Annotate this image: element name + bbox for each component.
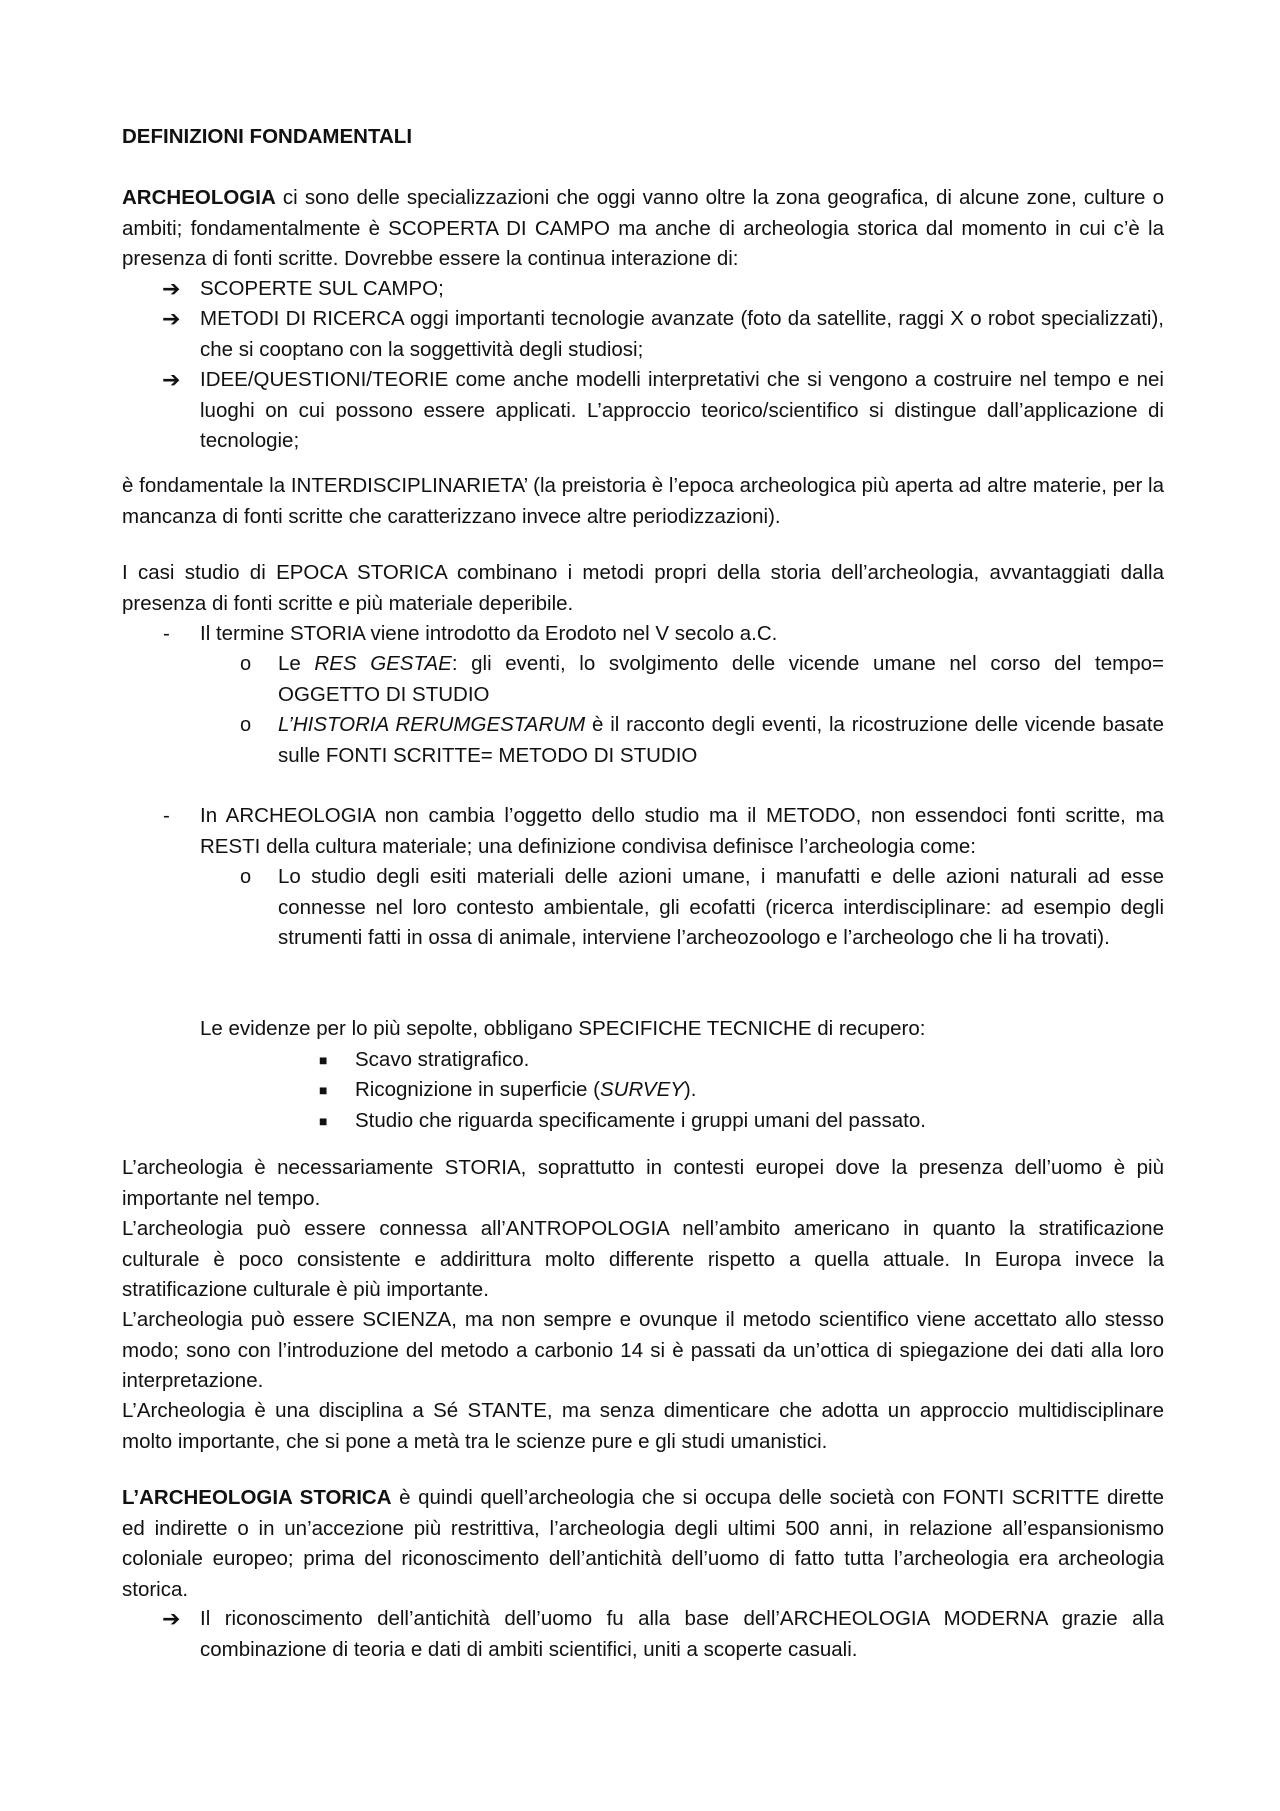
circle-item-text-suffix: : gli eventi, lo svolgimento delle vicende umane nel corso del tempo= OGGETTO DI STUDIO [278, 652, 1164, 706]
arrow-item-text: Il riconoscimento dell’antichità dell’uomo fu alla base dell’ARCHEOLOGIA MODERNA grazie alla combinazione di teoria e dati di ambiti scientifici, uniti a scoperte casuali. [200, 1607, 1164, 1661]
paragraph-epoca-storica: I casi studio di EPOCA STORICA combinano i metodi propri della storia dell’archeologia, avvantaggiati dalla presenza di fonti scritte e più materiale deperibile. [122, 561, 1164, 615]
square-bullet-icon: ■ [319, 1113, 328, 1129]
paragraph-archeologia-text: ci sono delle specializzazioni che oggi vanno oltre la zona geografica, di alcune zone, culture o ambiti; fondamentalmente è SCOPERTA DI CAMPO ma anche di archeologia storica dal momento in cui c’è la presenza di fonti scritte. Dovrebbe essere la continua interazione di: [122, 186, 1164, 270]
historia-rerum-gestarum-term: L’HISTORIA RERUMGESTARUM [278, 713, 586, 736]
paragraph-evidenze: Le evidenze per lo più sepolte, obbligano SPECIFICHE TECNICHE di recupero: [200, 1017, 926, 1040]
paragraph-interdisciplinarieta: è fondamentale la INTERDISCIPLINARIETA’ (la preistoria è l’epoca archeologica più aperta ad altre materie, per la mancanza di fonti scritte che caratterizzano invece altre periodizzazioni). [122, 474, 1164, 528]
paragraph-se-stante: L’Archeologia è una disciplina a Sé STANTE, ma senza dimenticare che adotta un approccio multidisciplinare molto importante, che si pone a metà tra le scienze pure e gli studi umanistici. [122, 1399, 1164, 1453]
arrow-item-text: IDEE/QUESTIONI/TEORIE come anche modelli interpretativi che si vengono a costruire nel tempo e nei luoghi on cui possono essere applicati. L’approccio teorico/scientifico si distingue dall’applicazione di tecnologie; [200, 368, 1164, 452]
square-item-text-suffix: ). [683, 1078, 697, 1101]
dash-item [163, 619, 1164, 650]
res-gestae-term: RES GESTAE [314, 652, 452, 675]
paragraph-archeologia-storica [122, 1483, 1164, 1605]
document-title: DEFINIZIONI FONDAMENTALI [122, 125, 413, 148]
circle-marker: o [240, 653, 252, 675]
survey-term: SURVEY [599, 1078, 684, 1101]
arrow-item-text: SCOPERTE SUL CAMPO; [200, 277, 444, 300]
paragraph-scienza: L’archeologia può essere SCIENZA, ma non sempre e ovunque il metodo scientifico viene accettato allo stesso modo; sono con l’introduzione del metodo a carbonio 14 si è passati da un’ottica di spiegazione dei dati alla loro interpretazione. [122, 1308, 1164, 1392]
square-item-text-prefix: Ricognizione in superficie ( [355, 1078, 600, 1101]
dash-item-text: Il termine STORIA viene introdotto da Erodoto nel V secolo a.C. [200, 622, 778, 645]
square-bullet-icon: ■ [319, 1052, 328, 1068]
square-item [319, 1106, 1164, 1137]
circle-item [240, 862, 1164, 954]
arrow-item [162, 365, 1164, 457]
term-archeologia-storica: L’ARCHEOLOGIA STORICA [122, 1486, 392, 1509]
paragraph-archeologia [122, 183, 1164, 275]
circle-item [240, 649, 1164, 710]
arrow-item-text: METODI DI RICERCA oggi importanti tecnologie avanzate (foto da satellite, raggi X o robot specializzati), che si cooptano con la soggettività degli studiosi; [200, 307, 1164, 361]
square-item-text [355, 1075, 1164, 1106]
arrow-icon: ➔ [162, 276, 181, 301]
square-item-text: Studio che riguarda specificamente i gruppi umani del passato. [355, 1109, 926, 1132]
arrow-icon: ➔ [162, 367, 181, 392]
paragraph-antropologia: L’archeologia può essere connessa all’ANTROPOLOGIA nell’ambito americano in quanto la stratificazione culturale è poco consistente e addirittura molto differente rispetto a quella attuale. In Europa invece la stratificazione culturale è più importante. [122, 1217, 1164, 1301]
term-archeologia: ARCHEOLOGIA [122, 186, 276, 209]
square-item [319, 1075, 1164, 1106]
arrow-icon: ➔ [162, 1606, 181, 1631]
arrow-icon: ➔ [162, 306, 181, 331]
dash-item [163, 801, 1164, 862]
dash-item-text: In ARCHEOLOGIA non cambia l’oggetto dello studio ma il METODO, non essendoci fonti scritte, ma RESTI della cultura materiale; una definizione condivisa definisce l’archeologia come: [200, 804, 1164, 858]
circle-item-text [278, 649, 1164, 710]
circle-item-text-prefix: Le [278, 652, 315, 675]
square-bullet-icon: ■ [319, 1082, 328, 1098]
circle-marker: o [240, 866, 252, 888]
square-item-text: Scavo stratigrafico. [355, 1048, 530, 1071]
arrow-item [162, 304, 1164, 365]
paragraph-archeologia-storica-text: è quindi quell’archeologia che si occupa delle società con FONTI SCRITTE dirette ed indirette o in un’accezione più restrittiva, l’archeologia degli ultimi 500 anni, in relazione all’espansionismo coloniale europeo; prima del riconoscimento dell’antichità dell’uomo di fatto tutta l’archeologia era archeologia storica. [122, 1486, 1164, 1601]
circle-item-text [278, 710, 1164, 771]
circle-item-text-suffix: è il racconto degli eventi, la ricostruzione delle vicende basate sulle FONTI SCRITTE= METODO DI STUDIO [278, 713, 1164, 767]
dash-marker: - [163, 804, 170, 827]
circle-marker: o [240, 714, 252, 736]
circle-item [240, 710, 1164, 771]
circle-item-text: Lo studio degli esiti materiali delle azioni umane, i manufatti e delle azioni naturali ad esse connesse nel loro contesto ambientale, gli ecofatti (ricerca interdisciplinare: ad esempio degli strumenti fatti in ossa di animale, interviene l’archeozoologo e l’archeologo che li ha trovati). [278, 865, 1164, 949]
paragraph-storia: L’archeologia è necessariamente STORIA, soprattutto in contesti europei dove la presenza dell’uomo è più importante nel tempo. [122, 1156, 1164, 1210]
arrow-item [162, 274, 1164, 305]
arrow-item [162, 1604, 1164, 1665]
dash-marker: - [163, 622, 170, 645]
square-item [319, 1045, 1164, 1076]
